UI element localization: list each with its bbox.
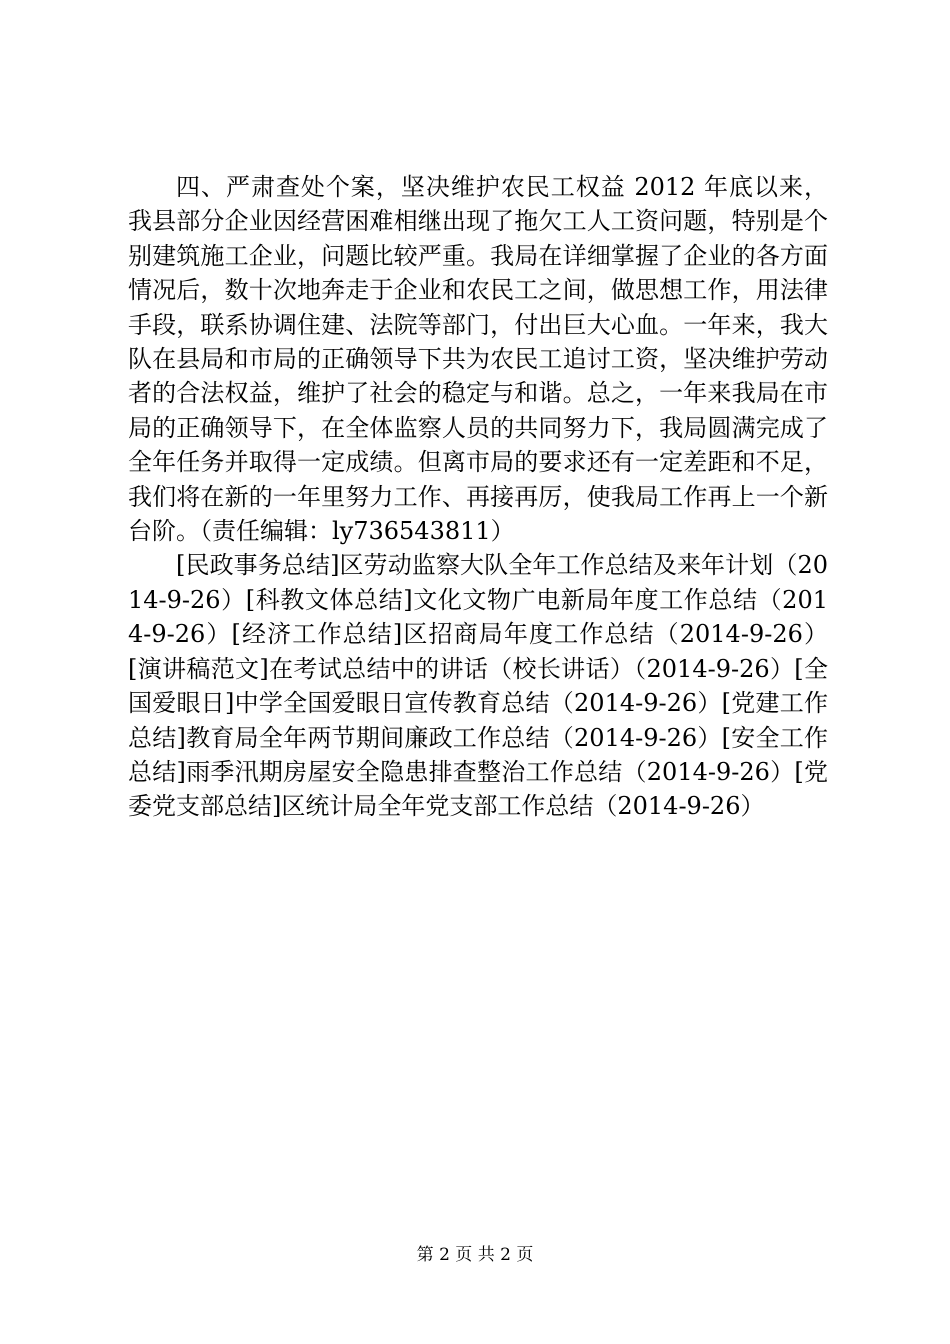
paragraph-summary: 四、严肃查处个案，坚决维护农民工权益 2012 年底以来，我县部分企业因经营困难相继出现了拖欠工人工资问题，特别是个别建筑施工企业，问题比较严重。我局在详细掌握了企业的各方面情况后，数十次地奔走于企业和农民工之间，做思想工作，用法律手段，联系协调住建、法院等部门，付出巨大心血。一年来，我大队在县局和市局的正确领导下共为农民工追讨工资，坚决维护劳动者的合法权益，维护了社会的稳定与和谐。总之，一年来我局在市局的正确领导下，在全体监察人员的共同努力下，我局圆满完成了全年任务并取得一定成绩。但离市局的要求还有一定差距和不足，我们将在新的一年里努力工作、再接再厉，使我局工作再上一个新台阶。（责任编辑：ly736543811） [128, 173, 828, 546]
document-body [128, 170, 828, 824]
paragraph-related-links: [民政事务总结]区劳动监察大队全年工作总结及来年计划（2014-9-26）[科教文体总结]文化文物广电新局年度工作总结（2014-9-26）[经济工作总结]区招商局年度工作总结（2014-9-26）[演讲稿范文]在考试总结中的讲话（校长讲话）（2014-9-26）[全国爱眼日]中学全国爱眼日宣传教育总结（2014-9-26）[党建工作总结]教育局全年两节期间廉政工作总结（2014-9-26）[安全工作总结]雨季汛期房屋安全隐患排查整治工作总结（2014-9-26）[党委党支部总结]区统计局全年党支部工作总结（2014-9-26） [128, 551, 828, 821]
page-footer: 第 2 页 共 2 页 [416, 1245, 534, 1265]
